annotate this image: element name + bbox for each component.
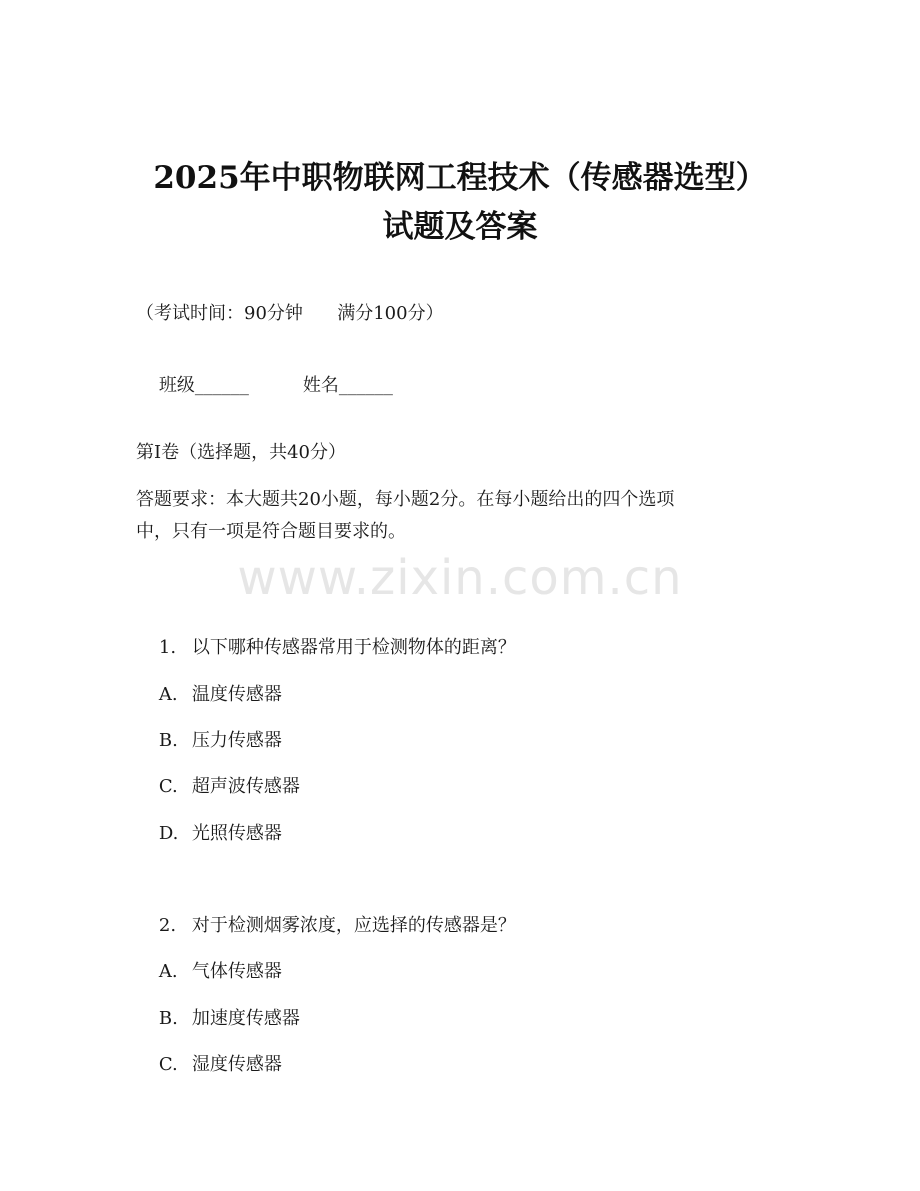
- option-letter: B.: [158, 1008, 178, 1029]
- option-letter: A.: [158, 961, 178, 982]
- document-title-line1: 2025年中职物联网工程技术（传感器选型）: [153, 160, 767, 196]
- option-text: 光照传感器: [191, 823, 282, 844]
- question-number: 1.: [158, 637, 177, 658]
- instructions-line2: 中，只有一项是符合题目要求的。: [136, 521, 406, 542]
- class-field-label: 班级______: [158, 375, 249, 396]
- instructions-line1: 答题要求：本大题共20小题，每小题2分。在每小题给出的四个选项: [136, 489, 675, 510]
- question-number: 2.: [158, 915, 177, 936]
- option-text: 压力传感器: [191, 730, 282, 751]
- option-text: 加速度传感器: [191, 1008, 300, 1029]
- option-letter: A.: [158, 684, 178, 705]
- name-field-label: 姓名______: [302, 375, 393, 396]
- exam-info: （考试时间：90分钟 满分100分）: [136, 303, 444, 324]
- student-info-row: [136, 350, 393, 422]
- question-2-option-c: [136, 1029, 282, 1101]
- option-text: 气体传感器: [191, 961, 282, 982]
- option-text: 湿度传感器: [191, 1054, 282, 1075]
- option-letter: B.: [158, 730, 178, 751]
- question-text: 对于检测烟雾浓度，应选择的传感器是？: [191, 915, 516, 936]
- option-text: 超声波传感器: [191, 776, 300, 797]
- document-title-line2: 试题及答案: [382, 209, 538, 245]
- question-1-option-d: [136, 798, 282, 870]
- option-text: 温度传感器: [191, 684, 282, 705]
- watermark: www.zixin.com.cn: [237, 550, 683, 606]
- option-letter: C.: [158, 1054, 178, 1075]
- option-letter: C.: [158, 776, 178, 797]
- section-title: 第I卷（选择题，共40分）: [136, 442, 347, 463]
- option-letter: D.: [158, 823, 179, 844]
- question-text: 以下哪种传感器常用于检测物体的距离？: [191, 637, 516, 658]
